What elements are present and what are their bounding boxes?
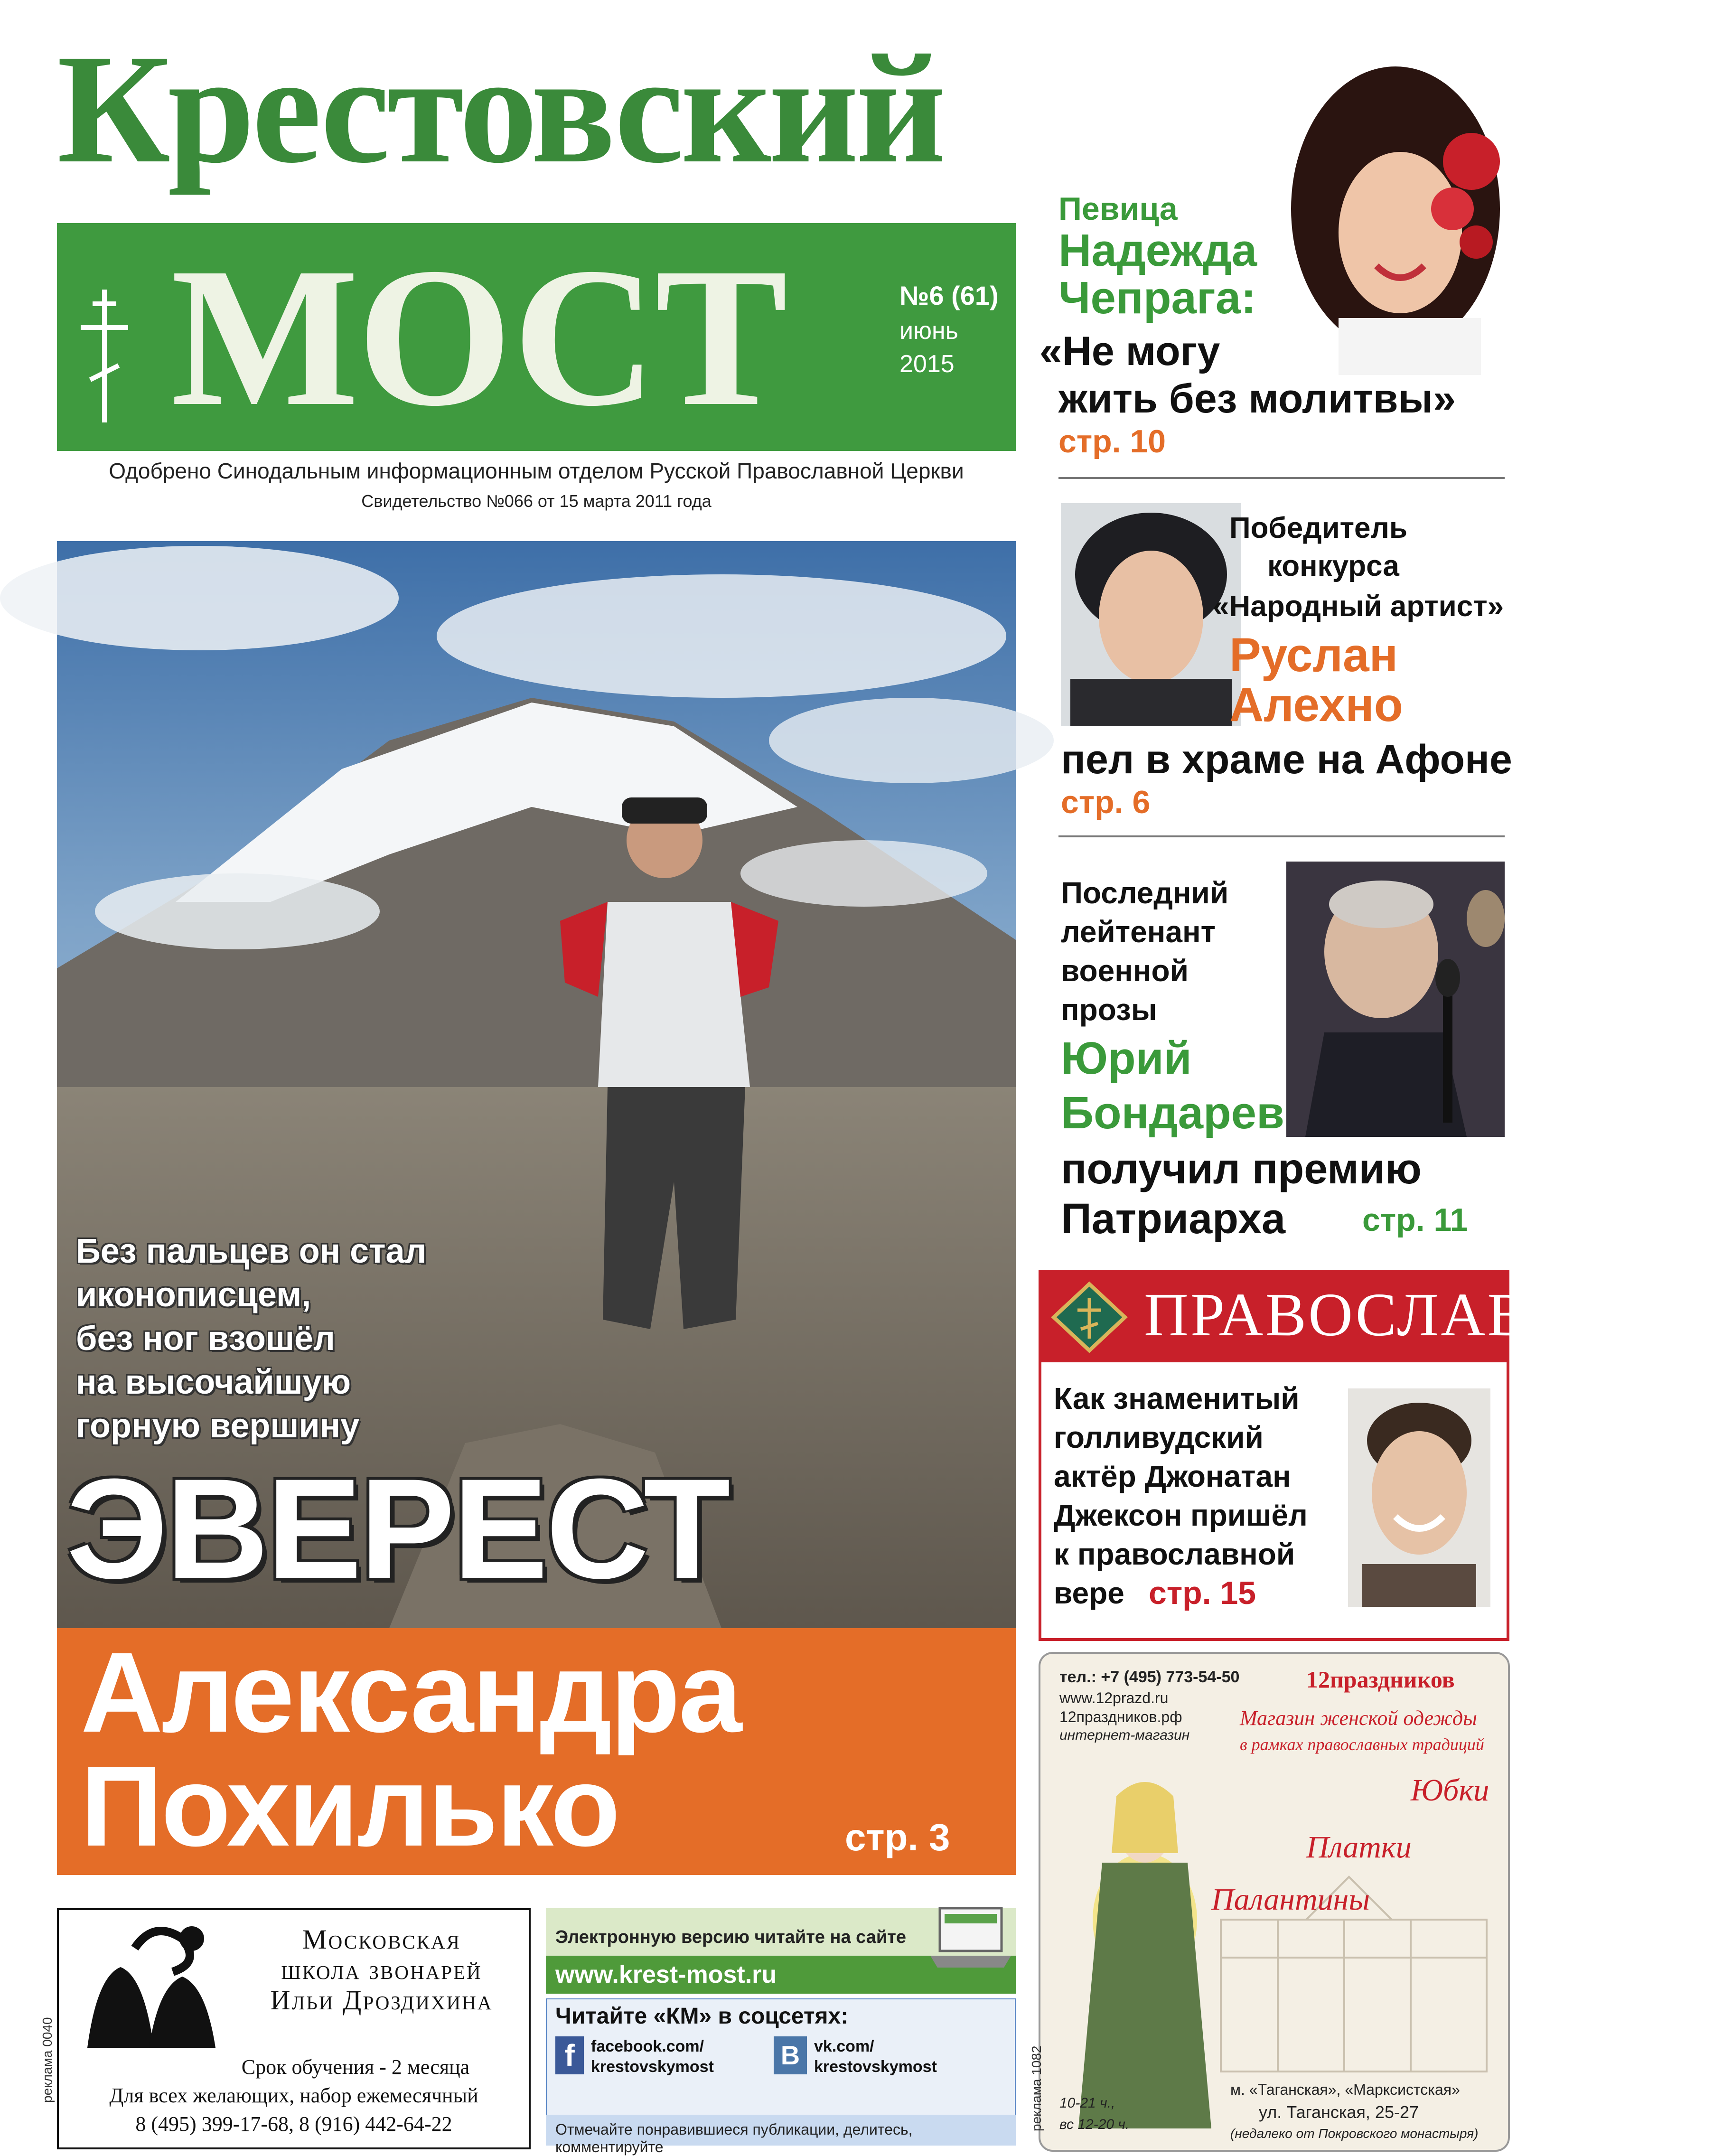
teaser-line: иконописцем, — [76, 1276, 311, 1314]
ad-12-item1: Юбки — [1411, 1773, 1489, 1808]
story2-line1: Победитель — [1229, 512, 1408, 544]
pravoslavie-text-line: Джексон пришёл — [1054, 1498, 1308, 1532]
ad-12-brand: 12праздников — [1306, 1666, 1455, 1693]
site-box — [546, 1908, 1016, 2156]
facebook-icon[interactable]: f — [555, 2036, 584, 2074]
story1-name-line1: Надежда — [1058, 225, 1257, 276]
teaser-line: без ног взошёл — [76, 1320, 335, 1358]
ad-12-site2[interactable]: 12праздников.рф — [1059, 1708, 1182, 1725]
orthodox-cross-icon — [76, 285, 133, 427]
bell-ad-code: реклама 0040 — [40, 2017, 55, 2103]
read-online-text: Электронную версию читайте на сайте — [555, 1927, 906, 1947]
laptop-icon — [926, 1903, 1011, 1975]
pravoslavie-text-line: актёр Джонатан — [1054, 1459, 1291, 1493]
cover-name-line2: Похилько — [81, 1743, 619, 1870]
issue-number: №6 (61) — [899, 281, 999, 310]
story1-page-ref[interactable]: стр. 10 — [1058, 423, 1166, 459]
issue-year: 2015 — [899, 350, 955, 378]
fb-line1[interactable]: facebook.com/ — [591, 2037, 704, 2055]
story3-page-ref[interactable]: стр. 11 — [1362, 1202, 1468, 1238]
divider — [1058, 835, 1505, 837]
ad-12-hours-line2: вс 12-20 ч. — [1059, 2117, 1130, 2132]
ad-12-shop-type: интернет-магазин — [1059, 1727, 1190, 1743]
story3-desc-line2: Патриарха — [1061, 1195, 1286, 1243]
pravoslavie-text-line: голливудский — [1054, 1420, 1264, 1454]
bell-title-line: Московская — [302, 1924, 461, 1955]
bell-title — [239, 1924, 524, 2015]
story2-line2: конкурса — [1267, 550, 1399, 582]
ad-12-item3: Палантины — [1211, 1882, 1370, 1917]
ad-12-metro: м. «Таганская», «Марксистская» — [1230, 2081, 1460, 2098]
ad-12-code: реклама 1082 — [1029, 2045, 1044, 2131]
masthead-title-bottom: МОСТ — [171, 226, 786, 447]
story2-line3: «Народный артист» — [1213, 590, 1504, 623]
photo-actor-portrait — [1348, 1388, 1490, 1607]
ad-bell-school[interactable] — [57, 1908, 531, 2149]
ad-12-hours-line1: 10-21 ч., — [1059, 2095, 1115, 2111]
story3-line4: прозы — [1061, 993, 1157, 1027]
pravoslavie-page-ref[interactable]: стр. 15 — [1149, 1575, 1256, 1611]
bells-icon — [78, 1920, 225, 2053]
pravoslavie-text-line: к православной — [1054, 1537, 1295, 1571]
cover-teaser — [76, 1229, 456, 1448]
ad-12-address-note: (недалеко от Покровского монастыря) — [1230, 2126, 1479, 2141]
story3-name-line2: Бондарев — [1061, 1087, 1284, 1138]
vk-icon[interactable]: B — [774, 2036, 807, 2074]
story2-name-line1: Руслан — [1229, 628, 1398, 682]
teaser-line: горную вершину — [76, 1407, 360, 1445]
story2-desc: пел в храме на Афоне — [1061, 737, 1512, 782]
issue-month: июнь — [899, 317, 958, 345]
certificate-line: Свидетельство №066 от 15 марта 2011 года — [361, 491, 712, 511]
vk-line1[interactable]: vk.com/ — [814, 2037, 874, 2055]
ad-12-slogan-line2: в рамках православных традиций — [1240, 1735, 1484, 1754]
masthead-title-top: Крестовский — [57, 22, 944, 196]
cover-page-ref[interactable]: стр. 3 — [845, 1816, 950, 1858]
pravoslavie-text-line: вере — [1054, 1576, 1124, 1610]
pravoslavie-brand[interactable]: ПРАВОСЛАВИЕ.RU — [1144, 1281, 1723, 1349]
ad-12-slogan-line1: Магазин женской одежды — [1240, 1706, 1477, 1730]
pravoslavie-logo-icon — [1051, 1282, 1127, 1353]
bell-title-line: школа звонарей — [281, 1954, 482, 1985]
social-footer: Отмечайте понравившиеся публикации, делитесь, комментируйте — [555, 2121, 913, 2156]
approval-line: Одобрено Синодальным информационным отделом Русской Православной Церкви — [109, 459, 964, 483]
divider — [1058, 477, 1505, 479]
story3-name-line1: Юрий — [1061, 1033, 1192, 1084]
ad-12-site1[interactable]: www.12prazd.ru — [1059, 1689, 1169, 1706]
bell-duration: Срок обучения - 2 месяца — [241, 2055, 470, 2079]
fb-line2[interactable]: krestovskymost — [591, 2058, 714, 2076]
story3-line2: лейтенант — [1061, 915, 1216, 949]
cover-name-line1: Александра — [81, 1629, 741, 1756]
story1-name-line2: Чепрага: — [1058, 272, 1256, 323]
ad-12-phone: тел.: +7 (495) 773-54-50 — [1059, 1668, 1240, 1686]
bell-phones: 8 (495) 399-17-68, 8 (916) 442-64-22 — [135, 2112, 452, 2136]
site-url[interactable]: www.krest-most.ru — [555, 1961, 777, 1988]
story1-quote-line1: «Не могу — [1039, 328, 1220, 374]
story3-line3: военной — [1061, 954, 1189, 988]
story3-desc-line1: получил премию — [1061, 1145, 1422, 1193]
photo-writer-portrait — [1286, 862, 1505, 1137]
bell-audience: Для всех желающих, набор ежемесячный — [109, 2084, 478, 2107]
ad-12-item2: Платки — [1306, 1830, 1412, 1865]
ad-12-address: ул. Таганская, 25-27 — [1259, 2102, 1419, 2122]
photo-singer-portrait — [1282, 52, 1509, 375]
story1-kicker: Певица — [1058, 191, 1178, 227]
teaser-line: Без пальцев он стал — [76, 1232, 427, 1270]
story1-quote-line2: жить без молитвы» — [1058, 376, 1456, 422]
social-title: Читайте «КМ» в соцсетях: — [555, 2004, 849, 2029]
story2-page-ref[interactable]: стр. 6 — [1061, 784, 1151, 820]
cover-headline: ЭВЕРЕСТ — [66, 1449, 729, 1608]
bell-title-line: Ильи Дроздихина — [270, 1985, 493, 2015]
pravoslavie-text-line: Как знаменитый — [1054, 1381, 1300, 1415]
teaser-line: на высочайшую — [76, 1363, 351, 1401]
vk-line2[interactable]: krestovskymost — [814, 2058, 937, 2076]
ad-12-prazdnikov[interactable] — [1039, 1652, 1510, 2152]
story2-name-line2: Алехно — [1229, 678, 1403, 731]
story3-line1: Последний — [1061, 876, 1229, 910]
